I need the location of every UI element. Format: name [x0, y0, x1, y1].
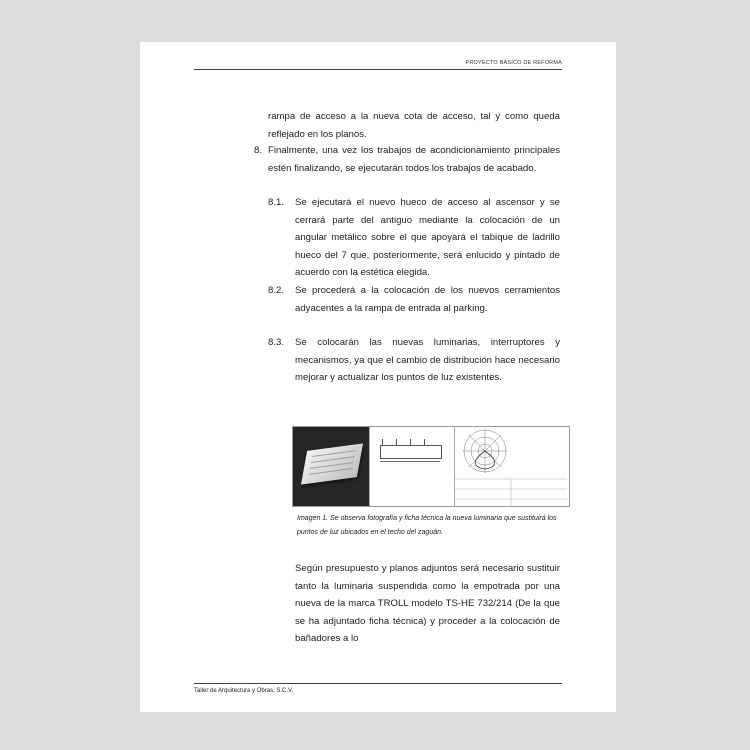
closing-paragraph: Según presupuesto y planos adjuntos será necesario sustituir tanto la luminaria suspendida como la empotrada por una nueva de la marca TROLL modelo TS-HE 732/214 (De la que se ha adjuntado ficha técnica) y proceder a la colocación de bañadores a lo: [295, 563, 560, 644]
subitem-8-3-text: Se colocarán las nuevas luminarias, interruptores y mecanismos, ya que el cambio de distribución hace necesario mejorar y actualizar los puntos de luz existentes.: [295, 337, 560, 383]
document-page: [140, 42, 616, 712]
page-body: [140, 42, 616, 712]
footer-rule: [194, 683, 562, 684]
subitem-8-3-number: 8.3.: [268, 337, 285, 348]
subitem-8-1-number: 8.1.: [268, 197, 285, 208]
header-title: PROYECTO BÁSICO DE REFORMA: [465, 60, 562, 66]
subitem-8-1-text: Se ejecutará el nuevo hueco de acceso al ascensor y se cerrará parte del antiguo mediante la colocación de un angular metálico sobre el que apoyará el tabique de ladrillo hueco del 7 que, posteriormente, será enlucido y pintado de acuerdo con la estética elegida.: [295, 197, 560, 278]
footer-text: Taller de Arquitectura y Obras, S.C.V.: [194, 688, 294, 694]
intro-paragraph: rampa de acceso a la nueva cota de acceso, tal y como queda reflejado en los planos.: [268, 111, 560, 140]
subitem-8-2-number: 8.2.: [268, 285, 285, 296]
subitem-8-2-text: Se procederá a la colocación de los nuevos cerramientos adyacentes a la rampa de entrada al parking.: [295, 285, 560, 314]
luminaire-figure: [292, 426, 570, 507]
figure-caption: Imagen 1. Se observa fotografía y ficha técnica la nueva luminaria que sustituirá los puntos de luz ubicados en el techo del zaguán.: [297, 515, 557, 536]
item-8-text: Finalmente, una vez los trabajos de acondicionamiento principales estén finalizando, se ejecutarán todos los trabajos de acabado.: [268, 145, 560, 174]
luminaire-photo-icon: [293, 427, 369, 506]
photometric-diagram-icon: [454, 427, 567, 506]
item-8-number: 8.: [254, 145, 263, 156]
technical-drawing-icon: [369, 427, 454, 506]
